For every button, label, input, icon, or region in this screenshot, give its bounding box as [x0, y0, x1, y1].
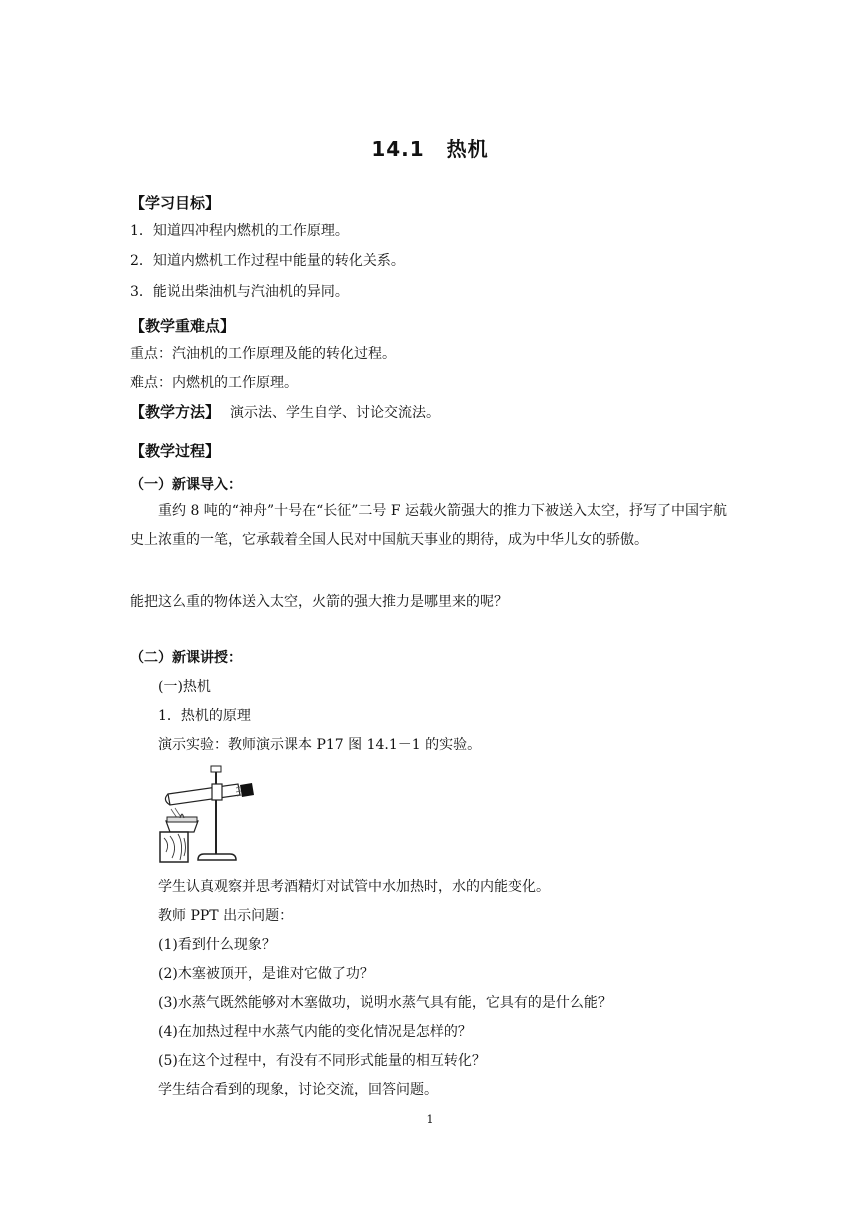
- objective-item-2: 2．知道内燃机工作过程中能量的转化关系。: [130, 253, 405, 269]
- methods-heading: 【教学方法】: [130, 403, 221, 421]
- lecture-heading: （二）新课讲授：: [130, 650, 242, 666]
- question-3: (3)水蒸气既然能够对木塞做功，说明水蒸气具有能，它具有的是什么能？: [158, 995, 612, 1011]
- question-5: (5)在这个过程中，有没有不同形式能量的相互转化？: [158, 1053, 486, 1069]
- title-number: 14.1: [371, 137, 425, 161]
- methods-text: 演示法、学生自学、讨论交流法。: [230, 405, 441, 421]
- question-1: (1)看到什么现象？: [158, 937, 276, 953]
- process-heading: 【教学过程】: [130, 442, 221, 460]
- page-number: 1: [426, 1113, 434, 1126]
- objectives-heading: 【学习目标】: [130, 194, 221, 212]
- lecture-section: (一)热机: [158, 679, 211, 695]
- question-2: (2)木塞被顶开，是谁对它做了功？: [158, 966, 374, 982]
- methods-line: [130, 402, 440, 423]
- lecture-subsection: 1．热机的原理: [158, 708, 251, 724]
- intro-paragraph: 重约 8 吨的“神舟”十号在“长征”二号 F 运载火箭强大的推力下被送入太空，抒写了中国宇航史上浓重的一笔，它承载着全国人民对中国航天事业的期待，成为中华儿女的骄傲。: [130, 503, 728, 548]
- difficulty-point: 难点：内燃机的工作原理。: [130, 375, 298, 391]
- experiment-figure: [156, 764, 264, 868]
- objective-item-1: 1．知道四冲程内燃机的工作原理。: [130, 223, 349, 239]
- demo-text: 演示实验：教师演示课本 P17 图 14.1－1 的实验。: [158, 737, 482, 753]
- question-4: (4)在加热过程中水蒸气内能的变化情况是怎样的？: [158, 1024, 472, 1040]
- conclusion-text: 学生结合看到的现象，讨论交流，回答问题。: [158, 1082, 438, 1098]
- objective-item-3: 3．能说出柴油机与汽油机的异同。: [130, 284, 349, 300]
- key-points-heading: 【教学重难点】: [130, 317, 236, 335]
- intro-heading: （一）新课导入：: [130, 477, 242, 493]
- intro-question: 能把这么重的物体送入太空，火箭的强大推力是哪里来的呢？: [130, 594, 508, 610]
- focus-point: 重点：汽油机的工作原理及能的转化过程。: [130, 346, 396, 362]
- title-text: 热机: [446, 137, 489, 161]
- page-title: [0, 133, 860, 162]
- observe-text: 学生认真观察并思考酒精灯对试管中水加热时，水的内能变化。: [158, 879, 550, 895]
- ppt-intro: 教师 PPT 出示问题：: [158, 908, 294, 924]
